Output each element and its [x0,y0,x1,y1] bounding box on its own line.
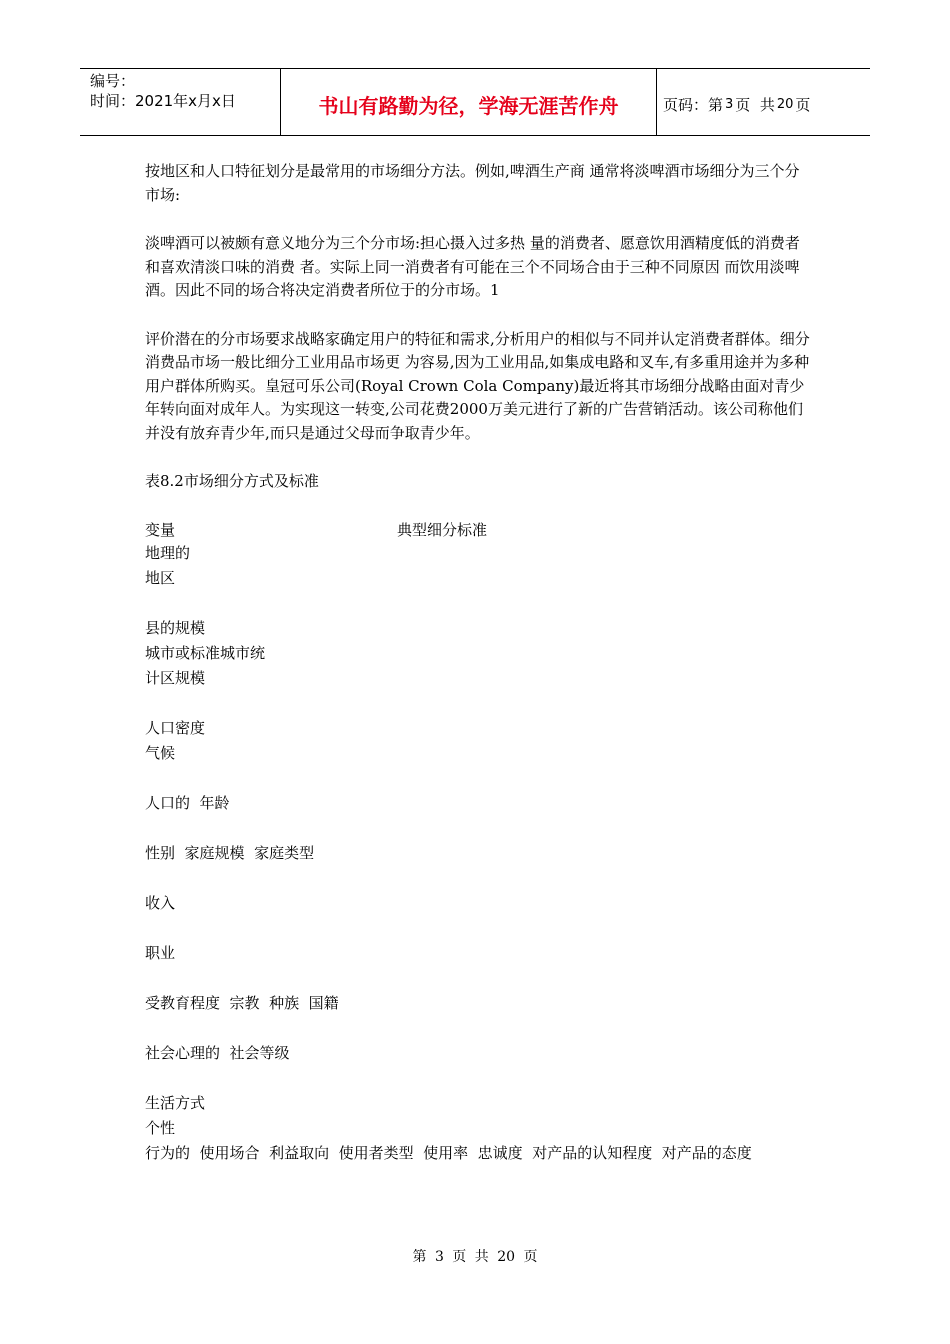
document-date: 时间：2021年x月x日 [90,92,236,110]
page-prefix: 页码：第 [663,95,724,114]
table-line: 人口密度 [145,719,206,737]
table-line: 社会心理的 社会等级 [145,1044,290,1062]
table-line [145,1067,810,1092]
table-line: 性别 家庭规模 家庭类型 [145,844,315,862]
table-line: 生活方式 [145,1094,206,1112]
table-line [145,1017,810,1042]
table-line [145,592,810,617]
table-line: 计区规模 [145,669,206,687]
header-meta [80,69,281,135]
table-title: 表8.2市场细分方式及标准 [145,472,319,490]
document-body [145,160,810,1167]
header-page-info [657,69,870,135]
table-line: 个性 [145,1119,176,1137]
page-footer: 第 3 页 共 20 页 [412,1249,538,1265]
table-line: 气候 [145,744,176,762]
page-header [80,68,870,136]
table-line: 地区 [145,569,176,587]
table-line [145,917,810,942]
paragraph-2: 淡啤酒可以被颇有意义地分为三个分市场:担心摄入过多热 量的消费者、愿意饮用酒精度低的消费者和喜欢清淡口味的消费 者。实际上同一消费者有可能在三个不同场合由于三种不同原因 而饮用淡啤酒。因此不同的场合将决定消费者所位于的分市场。1 [145,234,800,299]
column-variable: 变量 [145,520,176,539]
table-line: 收入 [145,894,176,912]
page-current: 3 [725,96,734,112]
page-suffix: 页 [795,95,811,114]
document-number-label: 编号： [90,72,136,90]
table-line: 行为的 使用场合 利益取向 使用者类型 使用率 忠诚度 对产品的认知程度 对产品的态度 [145,1144,752,1162]
table-line [145,867,810,892]
table-line: 城市或标准城市统 [145,644,266,662]
table-line [145,767,810,792]
page-mid: 页 共 [735,95,775,114]
table-line [145,817,810,842]
table-line [145,967,810,992]
table-lines [145,542,810,1167]
table-line: 受教育程度 宗教 种族 国籍 [145,994,339,1012]
page-total: 20 [776,96,794,112]
table-line: 县的规模 [145,619,206,637]
table-line [145,692,810,717]
paragraph-3: 评价潜在的分市场要求战略家确定用户的特征和需求,分析用户的相似与不同并认定消费者群体。细分消费品市场一般比细分工业用品市场更 为容易,因为工业用品,如集成电路和叉车,有多重用途并为多种用户群体所购买。皇冠可乐公司(Royal Crown Cola Company)最近将其市场细分战略由面对青少年转向面对成年人。为实现这一转变,公司花费2000万美元进行了新的广告营销活动。该公司称他们并没有放弃青少年,而只是通过父母而争取青少年。 [145,329,810,442]
table-header [145,519,810,543]
header-motto: 书山有路勤为径，学海无涯苦作舟 [281,69,657,135]
table-line: 地理的 [145,544,191,562]
table-line: 职业 [145,944,176,962]
paragraph-1: 按地区和人口特征划分是最常用的市场细分方法。例如,啤酒生产商 通常将淡啤酒市场细分为三个分市场: [145,162,800,204]
table-line: 人口的 年龄 [145,794,230,812]
column-criteria: 典型细分标准 [397,520,488,539]
